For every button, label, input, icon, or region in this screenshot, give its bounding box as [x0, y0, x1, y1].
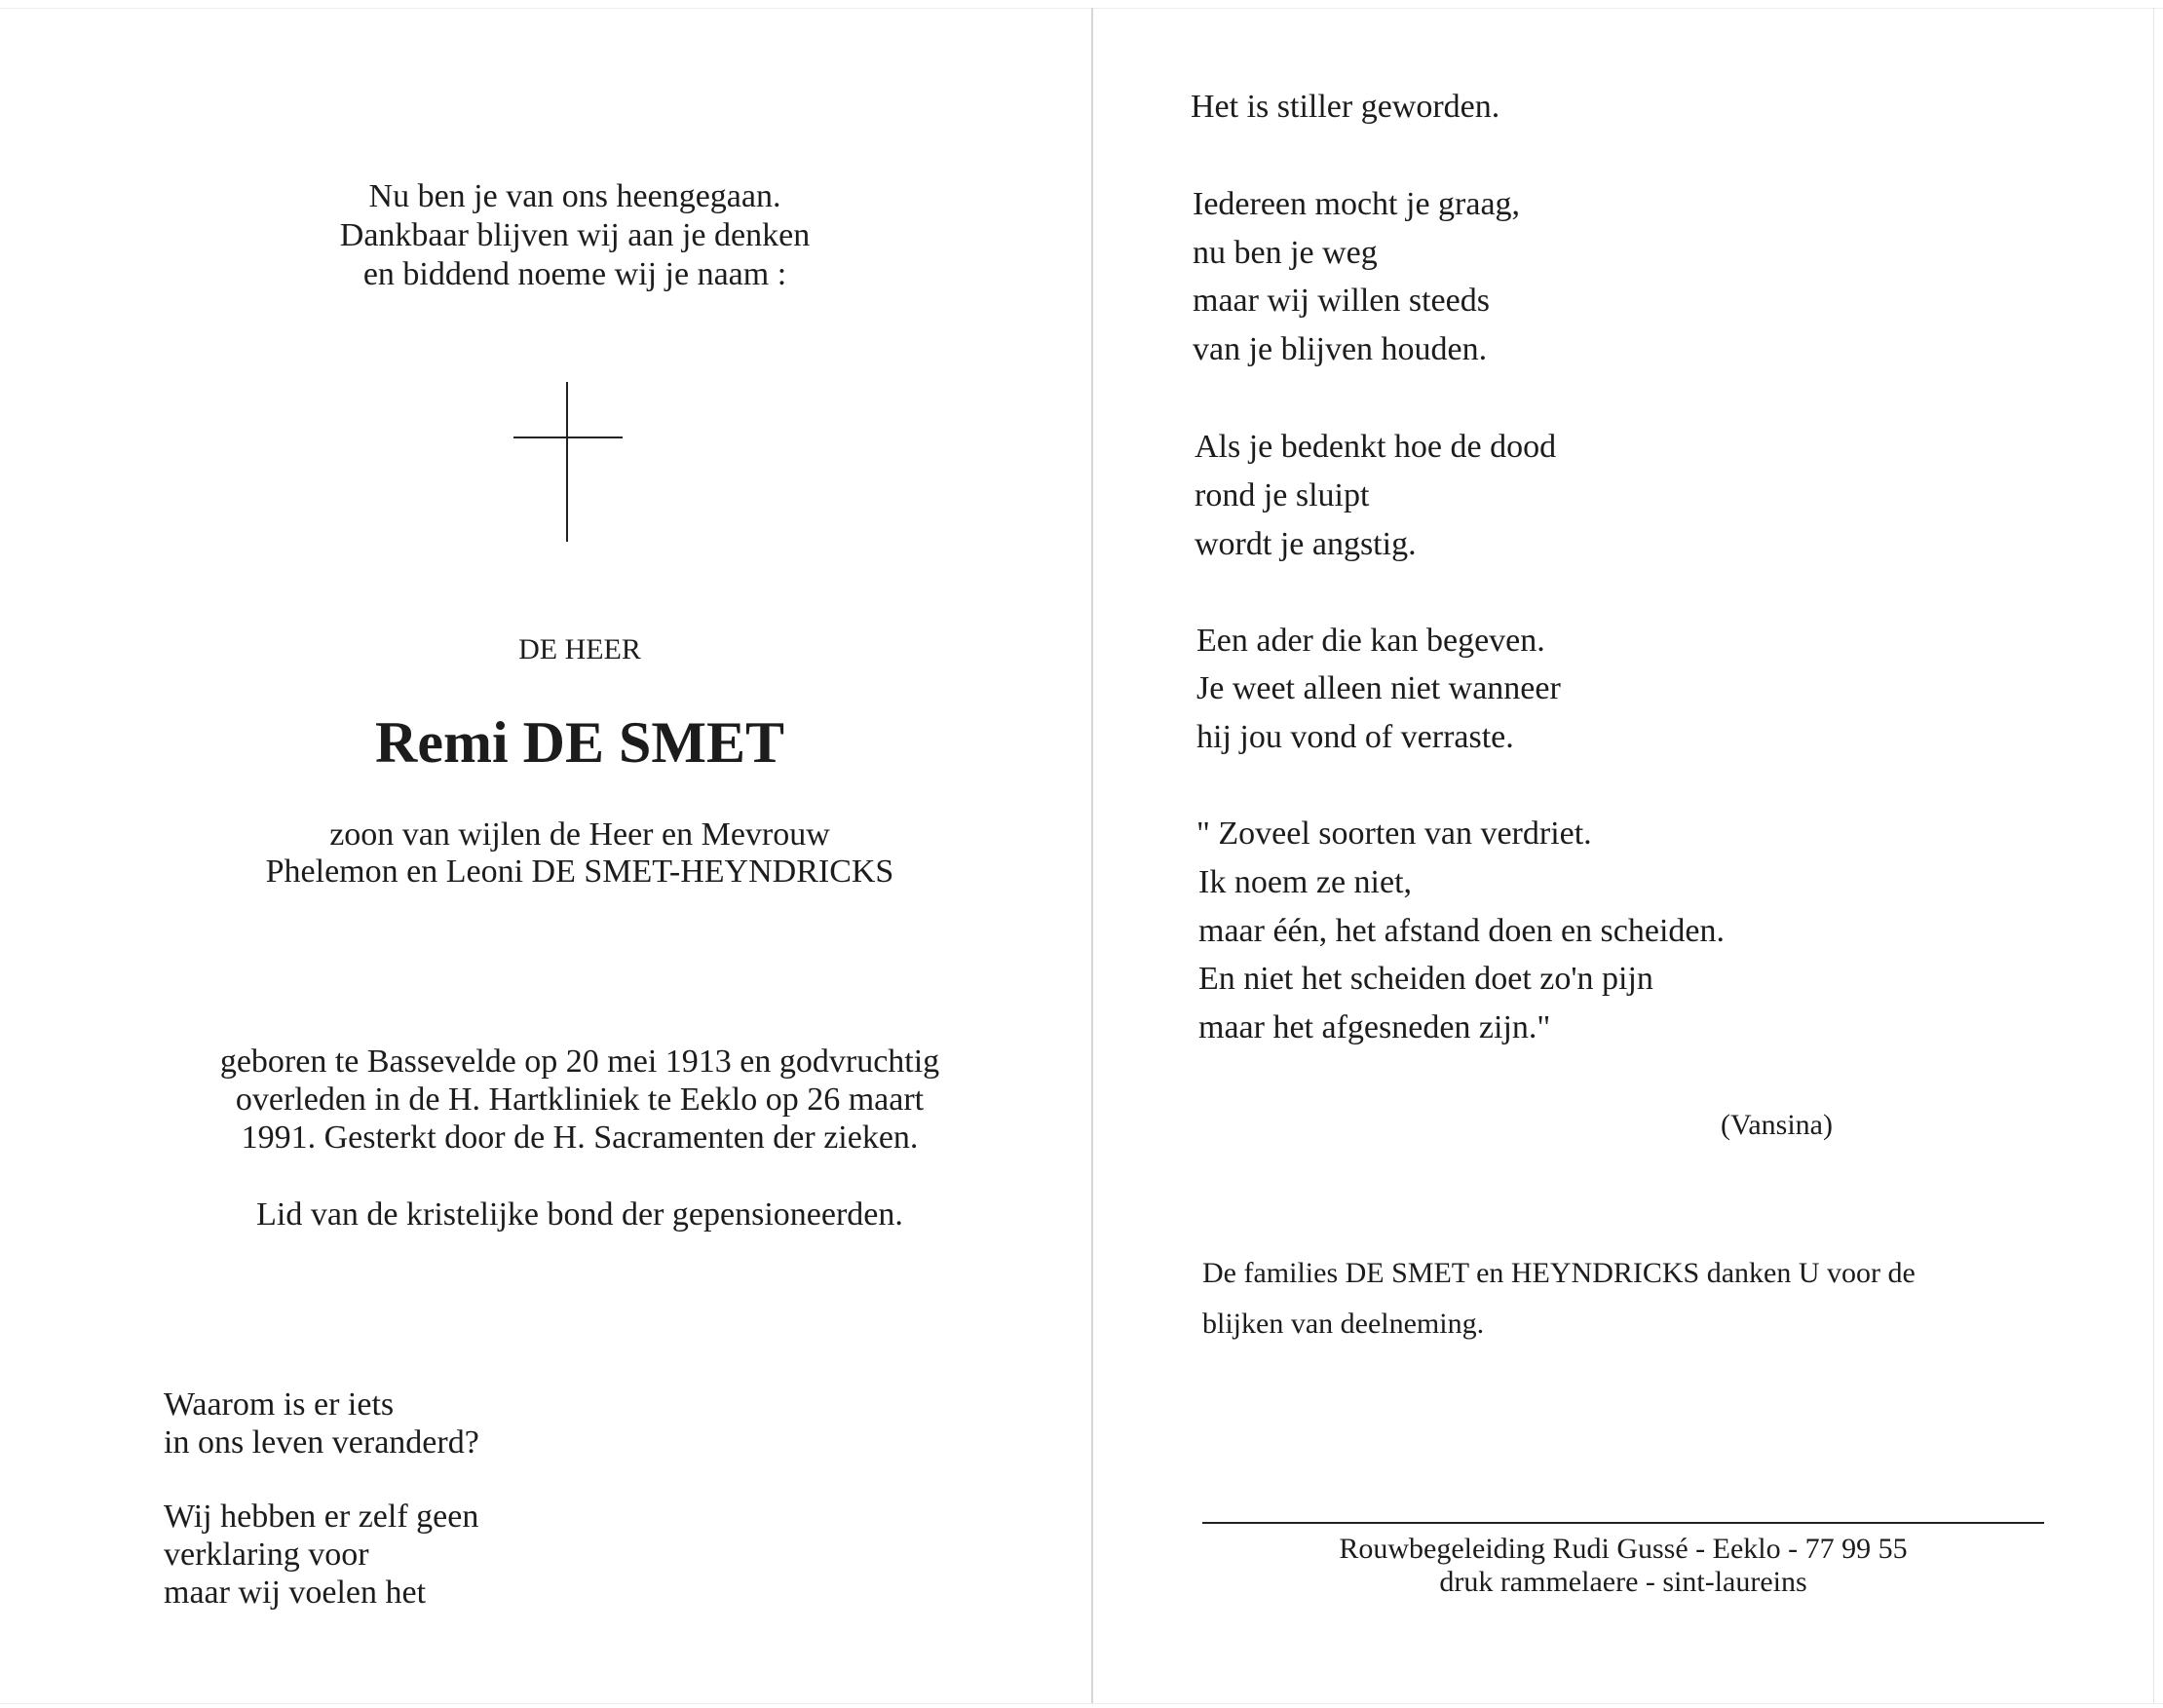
quote-line-2: Ik noem ze niet, [1198, 864, 1413, 900]
stanza-2-line-3: maar wij willen steeds [1193, 283, 1490, 319]
quote-line-4: En niet het scheiden doet zo'n pijn [1198, 961, 1653, 997]
poem-line-2: in ons leven veranderd? [164, 1424, 479, 1461]
credits-line-2: druk rammelaere - sint-laureins [1439, 1566, 1807, 1598]
stanza-3-line-2: rond je sluipt [1195, 477, 1370, 513]
stanza-4-line-1: Een ader die kan begeven. [1196, 623, 1545, 659]
credits-divider [1202, 1522, 2044, 1524]
membership-line: Lid van de kristelijke bond der gepensioneerden. [256, 1196, 903, 1233]
intro-line-2: Dankbaar blijven wij aan je denken [339, 217, 811, 253]
stanza-2-line-1: Iedereen mocht je graag, [1193, 186, 1521, 222]
parents-line-2: Phelemon en Leoni DE SMET-HEYNDRICKS [265, 854, 894, 890]
bio-line-1: geboren te Bassevelde op 20 mei 1913 en godvruchtig [219, 1044, 940, 1080]
cross-icon [513, 382, 623, 542]
credits-line-1: Rouwbegeleiding Rudi Gussé - Eeklo - 77 99 55 [1339, 1533, 1908, 1565]
stanza-4-line-2: Je weet alleen niet wanneer [1196, 670, 1561, 706]
poem-line-5: maar wij voelen het [164, 1575, 427, 1611]
stanza-4-line-3: hij jou vond of verraste. [1196, 719, 1514, 755]
parents-line-1: zoon van wijlen de Heer en Mevrouw [329, 816, 830, 853]
quote-line-3: maar één, het afstand doen en scheiden. [1198, 913, 1725, 949]
honorific-title: DE HEER [518, 633, 641, 665]
quote-line-1: " Zoveel soorten van verdriet. [1196, 816, 1592, 852]
thanks-line-1: De families DE SMET en HEYNDRICKS danken U voor de [1202, 1257, 1916, 1289]
quote-line-5: maar het afgesneden zijn." [1198, 1009, 1551, 1045]
poem-line-4: verklaring voor [164, 1537, 369, 1573]
bio-line-3: 1991. Gesterkt door de H. Sacramenten der zieken. [241, 1120, 919, 1156]
deceased-name: Remi DE SMET [375, 710, 784, 775]
poem-author: (Vansina) [1721, 1109, 1833, 1141]
stanza-3-line-3: wordt je angstig. [1195, 526, 1417, 562]
poem-line-3: Wij hebben er zelf geen [164, 1499, 479, 1535]
stanza-1-line-1: Het is stiller geworden. [1191, 89, 1500, 125]
stanza-3-line-1: Als je bedenkt hoe de dood [1195, 429, 1557, 465]
stanza-2-line-2: nu ben je weg [1193, 235, 1378, 271]
bio-line-2: overleden in de H. Hartkliniek te Eeklo op 26 maart [235, 1082, 925, 1118]
intro-line-1: Nu ben je van ons heengegaan. [368, 178, 781, 214]
thanks-line-2: blijken van deelneming. [1202, 1308, 1485, 1340]
poem-line-1: Waarom is er iets [164, 1386, 395, 1423]
stanza-2-line-4: van je blijven houden. [1193, 331, 1488, 367]
intro-line-3: en biddend noeme wij je naam : [362, 256, 787, 292]
